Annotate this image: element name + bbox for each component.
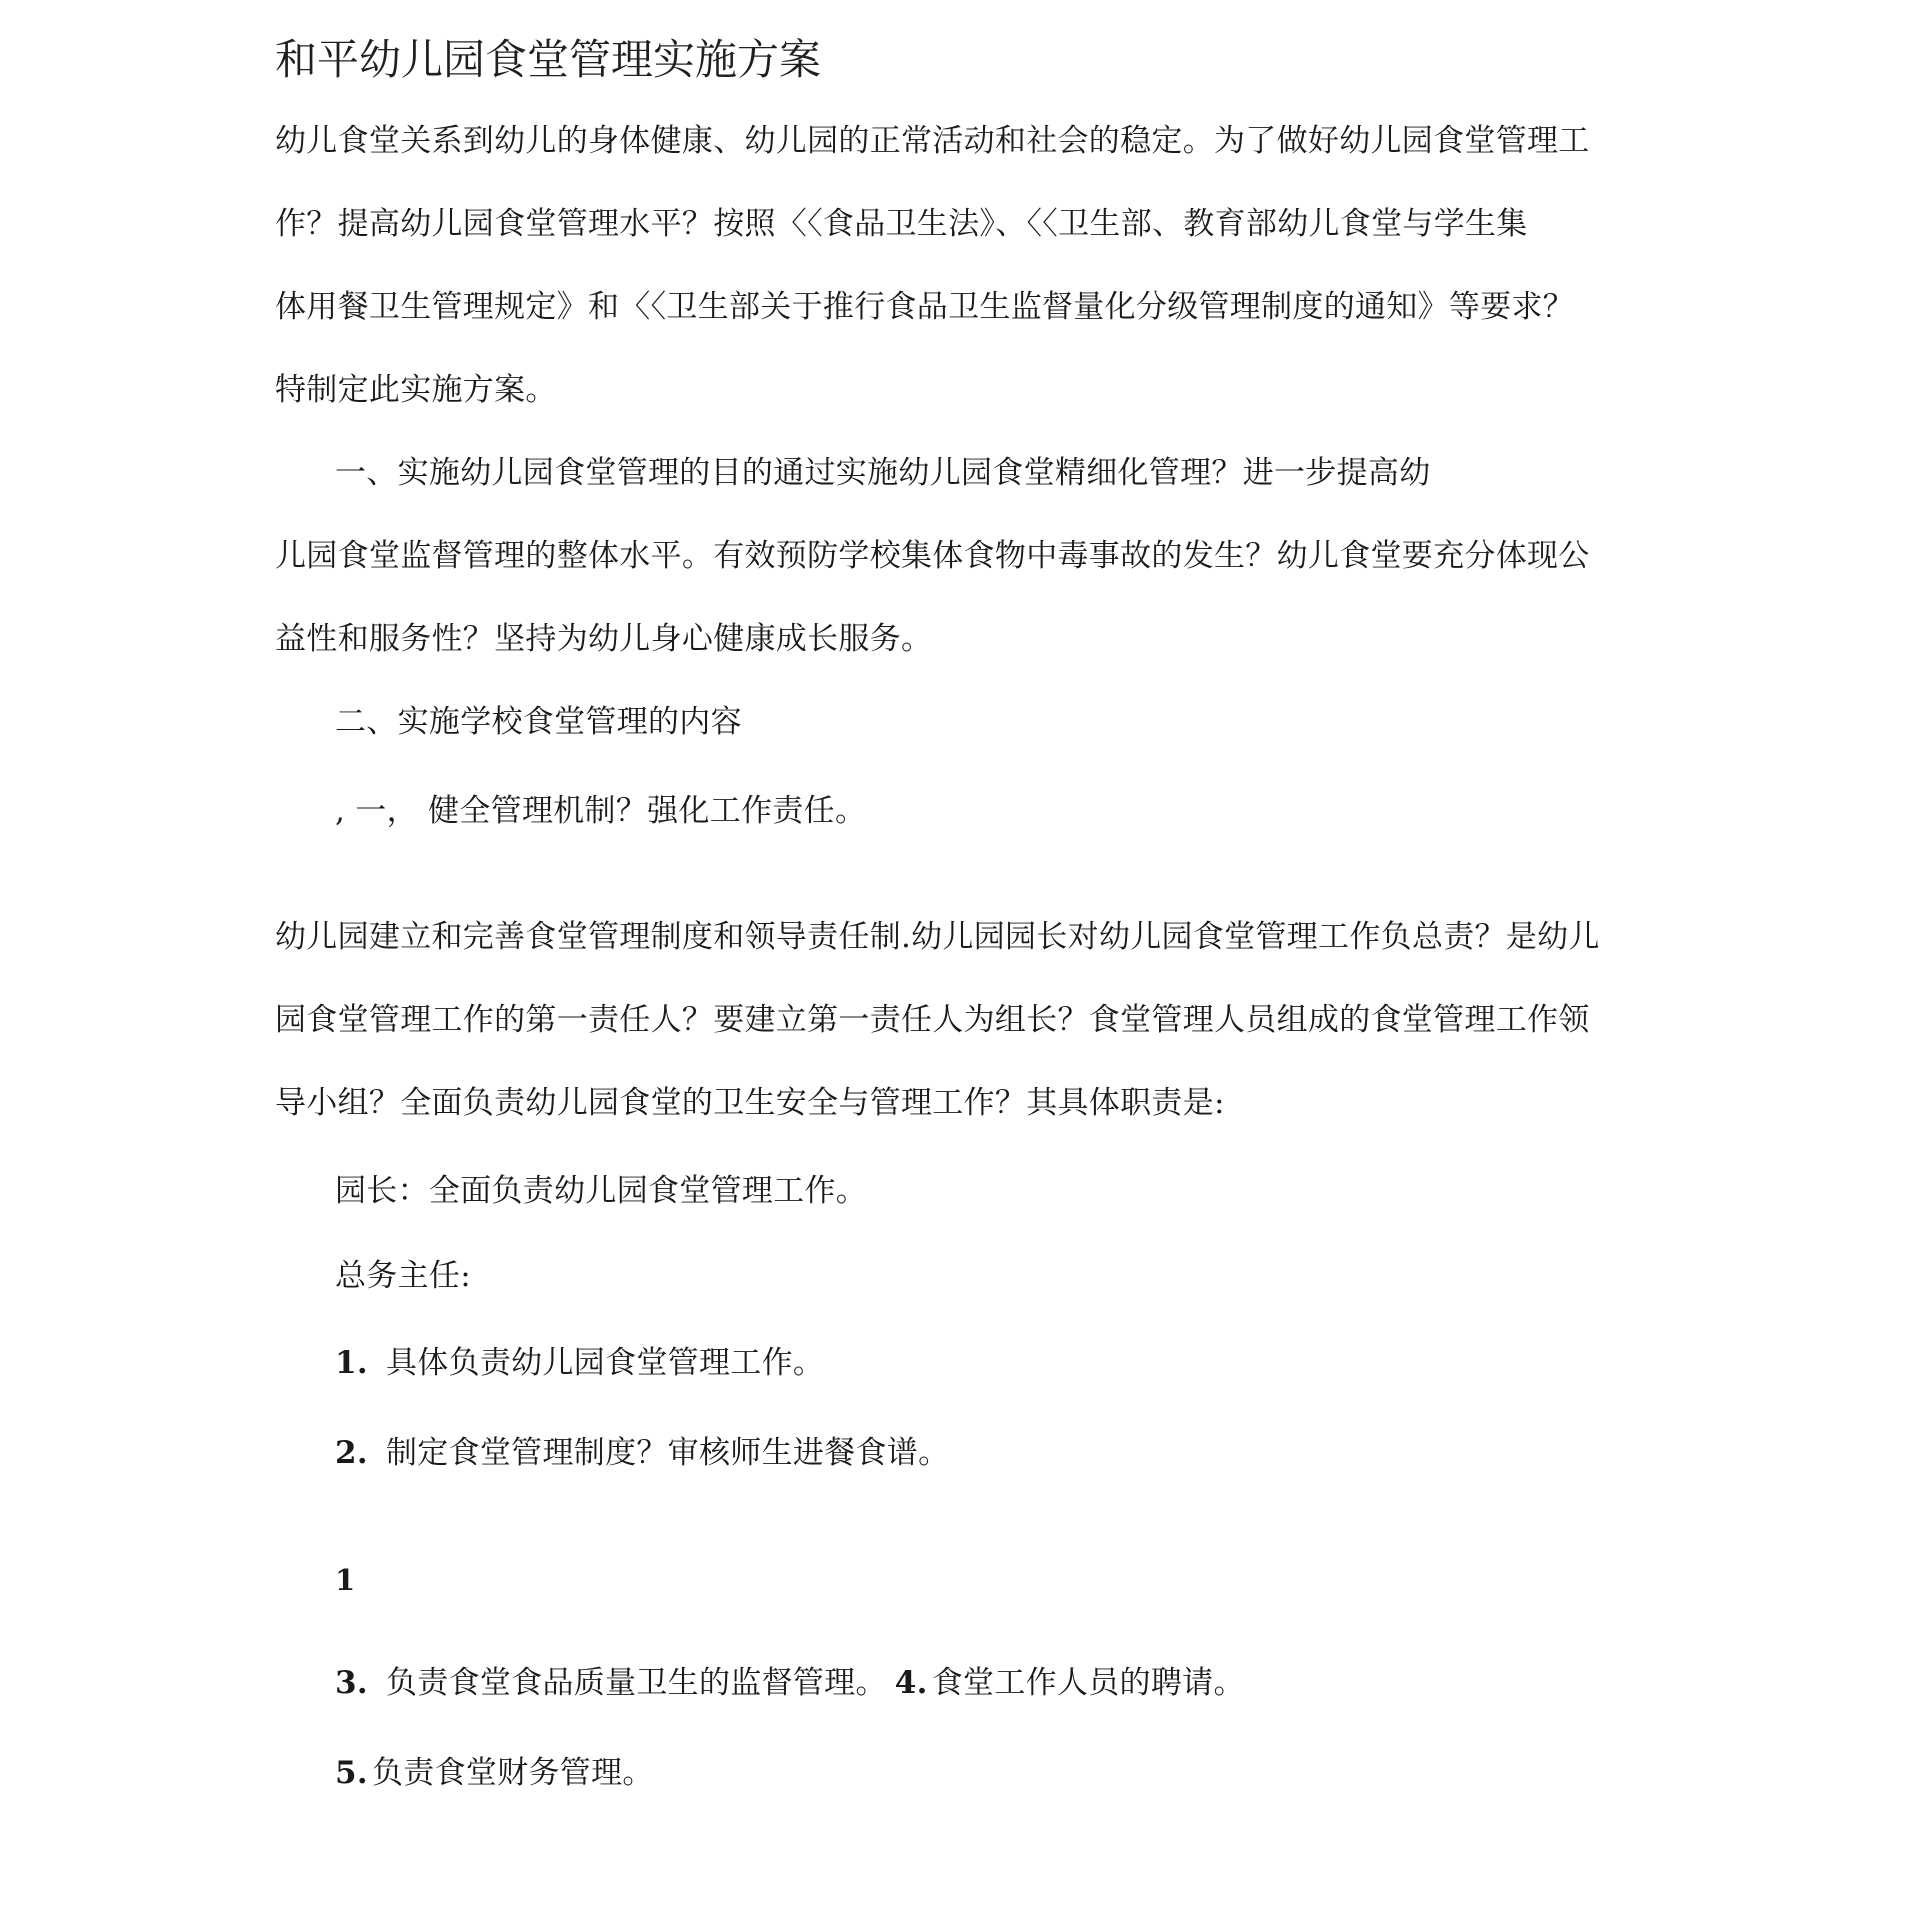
duty-item-5 (335, 1752, 654, 1794)
document-title: 和平幼儿园食堂管理实施方案 (275, 35, 822, 84)
section1-body-line-1: 儿园食堂监督管理的整体水平。有效预防学校集体食物中毒事故的发生？幼儿食堂要充分体现公 (275, 538, 1590, 574)
section2-subheading-1: , 一， 健全管理机制？强化工作责任。 (335, 793, 867, 829)
section2-body-line-3: 导小组？全面负责幼儿园食堂的卫生安全与管理工作？其具体职责是: (275, 1085, 1225, 1121)
duty-text: 食堂工作人员的聘请。 (931, 1665, 1245, 1701)
general-affairs-director-label: 总务主任: (335, 1258, 471, 1294)
intro-line-1: 幼儿食堂关系到幼儿的身体健康、幼儿园的正常活动和社会的稳定。为了做好幼儿园食堂管理工 (275, 123, 1590, 159)
duty-text: 制定食堂管理制度？审核师生进餐食谱。 (385, 1435, 950, 1471)
section2-body-line-1: 幼儿园建立和完善食堂管理制度和领导责任制.幼儿园园长对幼儿园食堂管理工作负总责？是幼儿 (275, 919, 1600, 955)
intro-line-2: 作？提高幼儿园食堂管理水平？按照〈〈食品卫生法》、〈〈卫生部、教育部幼儿食堂与学生集 (275, 206, 1528, 242)
section2-body-line-2: 园食堂管理工作的第一责任人？要建立第一责任人为组长？食堂管理人员组成的食堂管理工作领 (275, 1002, 1590, 1038)
intro-line-3: 体用餐卫生管理规定》和〈〈卫生部关于推行食品卫生监督量化分级管理制度的通知》等要求？ (275, 289, 1575, 325)
principal-duty: 园长：全面负责幼儿园食堂管理工作。 (335, 1173, 868, 1209)
section2-heading: 二、实施学校食堂管理的内容 (335, 704, 742, 740)
duty-number: 2. (335, 1435, 368, 1471)
duty-text: 负责食堂财务管理。 (371, 1755, 654, 1791)
duty-number: 4. (894, 1665, 928, 1701)
page-number: 1 (335, 1563, 356, 1597)
duty-number: 5. (335, 1755, 368, 1791)
intro-line-4: 特制定此实施方案。 (275, 372, 557, 408)
duty-text: 负责食堂食品质量卫生的监督管理。 (385, 1665, 887, 1701)
duty-item-2 (335, 1432, 949, 1474)
section1-heading: 一、实施幼儿园食堂管理的目的通过实施幼儿园食堂精细化管理？进一步提高幼 (335, 455, 1431, 491)
duty-item-1 (335, 1342, 824, 1384)
duty-number: 3. (335, 1665, 368, 1701)
duty-items-3-4 (335, 1662, 1245, 1704)
duty-number: 1. (335, 1345, 368, 1381)
section1-body-line-2: 益性和服务性？坚持为幼儿身心健康成长服务。 (275, 621, 933, 657)
duty-text: 具体负责幼儿园食堂管理工作。 (385, 1345, 825, 1381)
